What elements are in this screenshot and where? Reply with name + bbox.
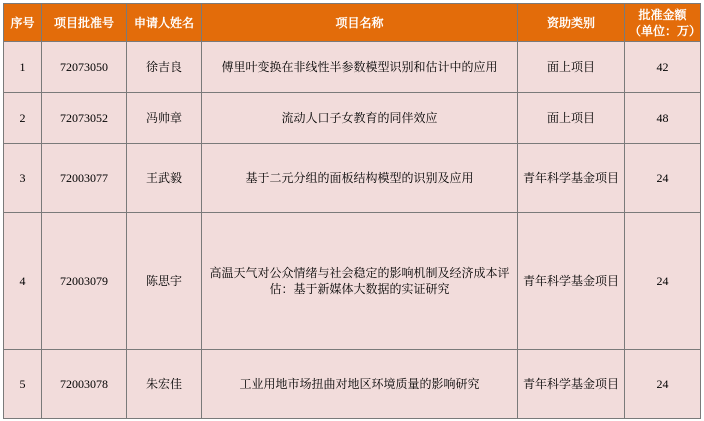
cell-project-name: 基于二元分组的面板结构模型的识别及应用 — [202, 144, 518, 213]
cell-approval-no: 72073052 — [42, 93, 127, 144]
table-row — [4, 144, 701, 213]
header-category: 资助类别 — [518, 4, 625, 42]
cell-seq: 5 — [4, 350, 42, 419]
header-seq: 序号 — [4, 4, 42, 42]
cell-approval-no: 72003079 — [42, 213, 127, 350]
cell-seq: 1 — [4, 42, 42, 93]
cell-amount: 24 — [625, 350, 701, 419]
cell-approval-no: 72003077 — [42, 144, 127, 213]
cell-category: 面上项目 — [518, 93, 625, 144]
cell-category: 青年科学基金项目 — [518, 144, 625, 213]
cell-project-name: 工业用地市场扭曲对地区环境质量的影响研究 — [202, 350, 518, 419]
cell-applicant: 徐吉良 — [127, 42, 202, 93]
table-row — [4, 93, 701, 144]
cell-amount: 48 — [625, 93, 701, 144]
cell-applicant: 王武毅 — [127, 144, 202, 213]
header-amount-line2: （单位：万） — [629, 23, 702, 38]
cell-category: 青年科学基金项目 — [518, 350, 625, 419]
cell-project-name: 流动人口子女教育的同伴效应 — [202, 93, 518, 144]
cell-category: 面上项目 — [518, 42, 625, 93]
cell-amount: 42 — [625, 42, 701, 93]
cell-amount: 24 — [625, 213, 701, 350]
header-applicant: 申请人姓名 — [127, 4, 202, 42]
cell-approval-no: 72003078 — [42, 350, 127, 419]
cell-applicant: 朱宏佳 — [127, 350, 202, 419]
table-row — [4, 42, 701, 93]
header-project-name: 项目名称 — [202, 4, 518, 42]
cell-seq: 4 — [4, 213, 42, 350]
cell-project-name: 高温天气对公众情绪与社会稳定的影响机制及经济成本评估：基于新媒体大数据的实证研究 — [202, 213, 518, 350]
cell-seq: 2 — [4, 93, 42, 144]
cell-seq: 3 — [4, 144, 42, 213]
table-row — [4, 213, 701, 350]
header-row — [4, 4, 701, 42]
cell-approval-no: 72073050 — [42, 42, 127, 93]
funding-table — [3, 3, 701, 419]
header-amount — [625, 4, 701, 42]
header-approval-no: 项目批准号 — [42, 4, 127, 42]
cell-category: 青年科学基金项目 — [518, 213, 625, 350]
cell-project-name: 傅里叶变换在非线性半参数模型识别和估计中的应用 — [202, 42, 518, 93]
cell-amount: 24 — [625, 144, 701, 213]
table-row — [4, 350, 701, 419]
header-amount-line1: 批准金额 — [638, 7, 687, 22]
cell-applicant: 冯帅章 — [127, 93, 202, 144]
cell-applicant: 陈思宇 — [127, 213, 202, 350]
